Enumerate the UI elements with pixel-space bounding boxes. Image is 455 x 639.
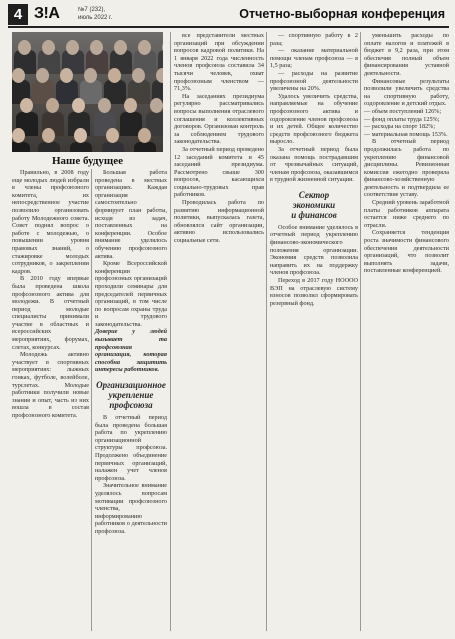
paragraph: За отчетный период была оказана помощь пострадавшим от чрезвычайных ситуаций, членам профсоюза, оказавшимся в трудной жизненной ситуации. [270,145,358,184]
paragraph: Проводилась работа по развитию информационной политики, выпускалась газета, обновлялся сайт организации, активно использовались социальные сети. [174,199,264,245]
newspaper-logo: З!А [34,5,60,22]
article-column-2 [95,169,167,536]
paragraph: — спортивную работу в 2 раза; [270,32,358,47]
issue-info [78,6,122,22]
paragraph: В 2010 году впервые была проведена школа профсоюзного актива для молодежи. В отчетный период молодые специалисты принимали участие в областных и всероссийских мероприятиях, форумах, слетах, конкурсах. [12,275,89,351]
article-column-1 [12,169,89,420]
column-divider [170,32,171,631]
paragraph: В отчетный период была проведена большая работа по укреплению организационной структуры профсоюза. Продолжено объединение первичных организаций, налажен учет членов профсоюза. [95,414,167,482]
paragraph: В отчетный период продолжилась работа по укреплению финансовой дисциплины. Ревизионная комиссия ежегодно проверяла финансово-хозяйственную деятельность и подтвердила ее соответствие уставу. [364,138,449,199]
subheading-organization: Организационное укрепление профсоюза [96,380,166,411]
page-number: 4 [8,4,28,25]
paragraph: уменьшить расходы по оплате налогов и платежей в бюджет в 9,2 раза, при этом обеспечив полный объем финансирования уставной деятельности. [364,32,449,77]
column-divider [266,32,267,631]
article-column-3 [174,32,264,245]
paragraph: Правильно, в 2008 году еще молодых людей избрали в члены профсоюзного комитета, их непосредственное участие позволило организовать работу Молодежного совета. Совет поднял вопрос о работе с молодежью, о повышении уровня правовых знаний, о стажировке молодых сотрудников, о закреплении кадров. [12,169,89,275]
section-title: Отчетно-выборная конференция [239,7,445,21]
paragraph: Большая работа проведена в местных организациях. Каждая организация самостоятельно формирует план работы, исходя из задач, поставленных на конференции. Особое внимание уделялось обучению профсоюзного актива. [95,169,167,260]
paragraph: Удалось увеличить средства, направляемые на обучение профсоюзного актива и оздоровление членов профсоюза и их детей. Общее количество средств профсоюзного бюджета выросло. [270,92,358,146]
list-item: — фонд оплаты труда 125%; [364,115,440,123]
subheading-economics: Сектор экономики и финансов [291,189,337,220]
photo-caption: Наше будущее [52,155,123,167]
paragraph: За отчетный период проведено 12 заседаний комитета и 45 заседаний президиума. Рассмотрено свыше 300 вопросов, касающихся социально-трудовых прав работников. [174,145,264,199]
paragraph: все представители местных организаций при обсуждении вопросов кадровой политики. На 1 января 2022 года численность членов профсоюза составила 34 тысячи человек, охват профсоюзным членством — 71,3%. [174,32,264,93]
paragraph: Финансовые результаты позволили увеличить средства на спортивную работу, оздоровление и детский отдых. [364,77,449,108]
issue-date: июль 2022 г. [78,15,113,21]
issue-number: №7 (232), [78,7,106,13]
paragraph: Сохраняется тенденция роста значимости финансового обеспечения деятельности организаций, что позволит выполнять задачи, поставленные конференцией. [364,229,449,275]
conference-photo [12,32,163,152]
paragraph: Переход в 2017 году НОООО ВЭП на отраслевую систему взносов позволил сформировать резервный фонд. [270,277,358,307]
column-divider [91,169,92,631]
paragraph: Кроме Всероссийской конференции профсоюзных организаций проходили семинары для председателей первичных организаций, в том числе по вопросам охраны труда и трудового законодательства. [95,260,167,328]
pull-quote: Доверие у людей вызывает та профсоюзная организация, которая способна защитить интересы работников. [95,328,167,374]
paragraph: На заседаниях президиума регулярно рассматривались вопросы выполнения отраслевого соглашения и коллективных договоров. Организован контроль за соблюдением трудового законодательства. [174,92,264,146]
article-column-5 [364,32,449,275]
paragraph: — оказание материальной помощи членам профсоюза — в 1,5 раза; [270,47,358,70]
list-item: — расходы на спорт 182%; [364,123,436,131]
page-header [8,4,449,28]
article-column-4 [270,32,358,307]
list-item: — объем поступлений 126%; [364,107,442,115]
paragraph: Молодежь активно участвует в спортивных мероприятиях: лыжных гонках, футболе, волейболе, турслетах. Молодые работники получили новые знания и опыт, часть из них вошла в состав профсоюзного комитета. [12,351,89,419]
column-divider [360,32,361,631]
paragraph: Значительное внимание уделялось вопросам мотивации профсоюзного членства, информированию работников о деятельности профсоюза. [95,482,167,535]
paragraph: Особое внимание уделялось в отчетный период укреплению финансово-экономического положения организации. Экономия средств позволила направить их на поддержку членов профсоюза. [270,223,358,277]
paragraph: Средний уровень заработной платы работников аппарата остается ниже среднего по отрасли. [364,199,449,229]
paragraph: — расходы на развитие профсоюзной деятельности увеличены на 20%. [270,69,358,93]
statistics-list [364,108,449,138]
list-item: — материальная помощь 153%. [364,130,448,138]
